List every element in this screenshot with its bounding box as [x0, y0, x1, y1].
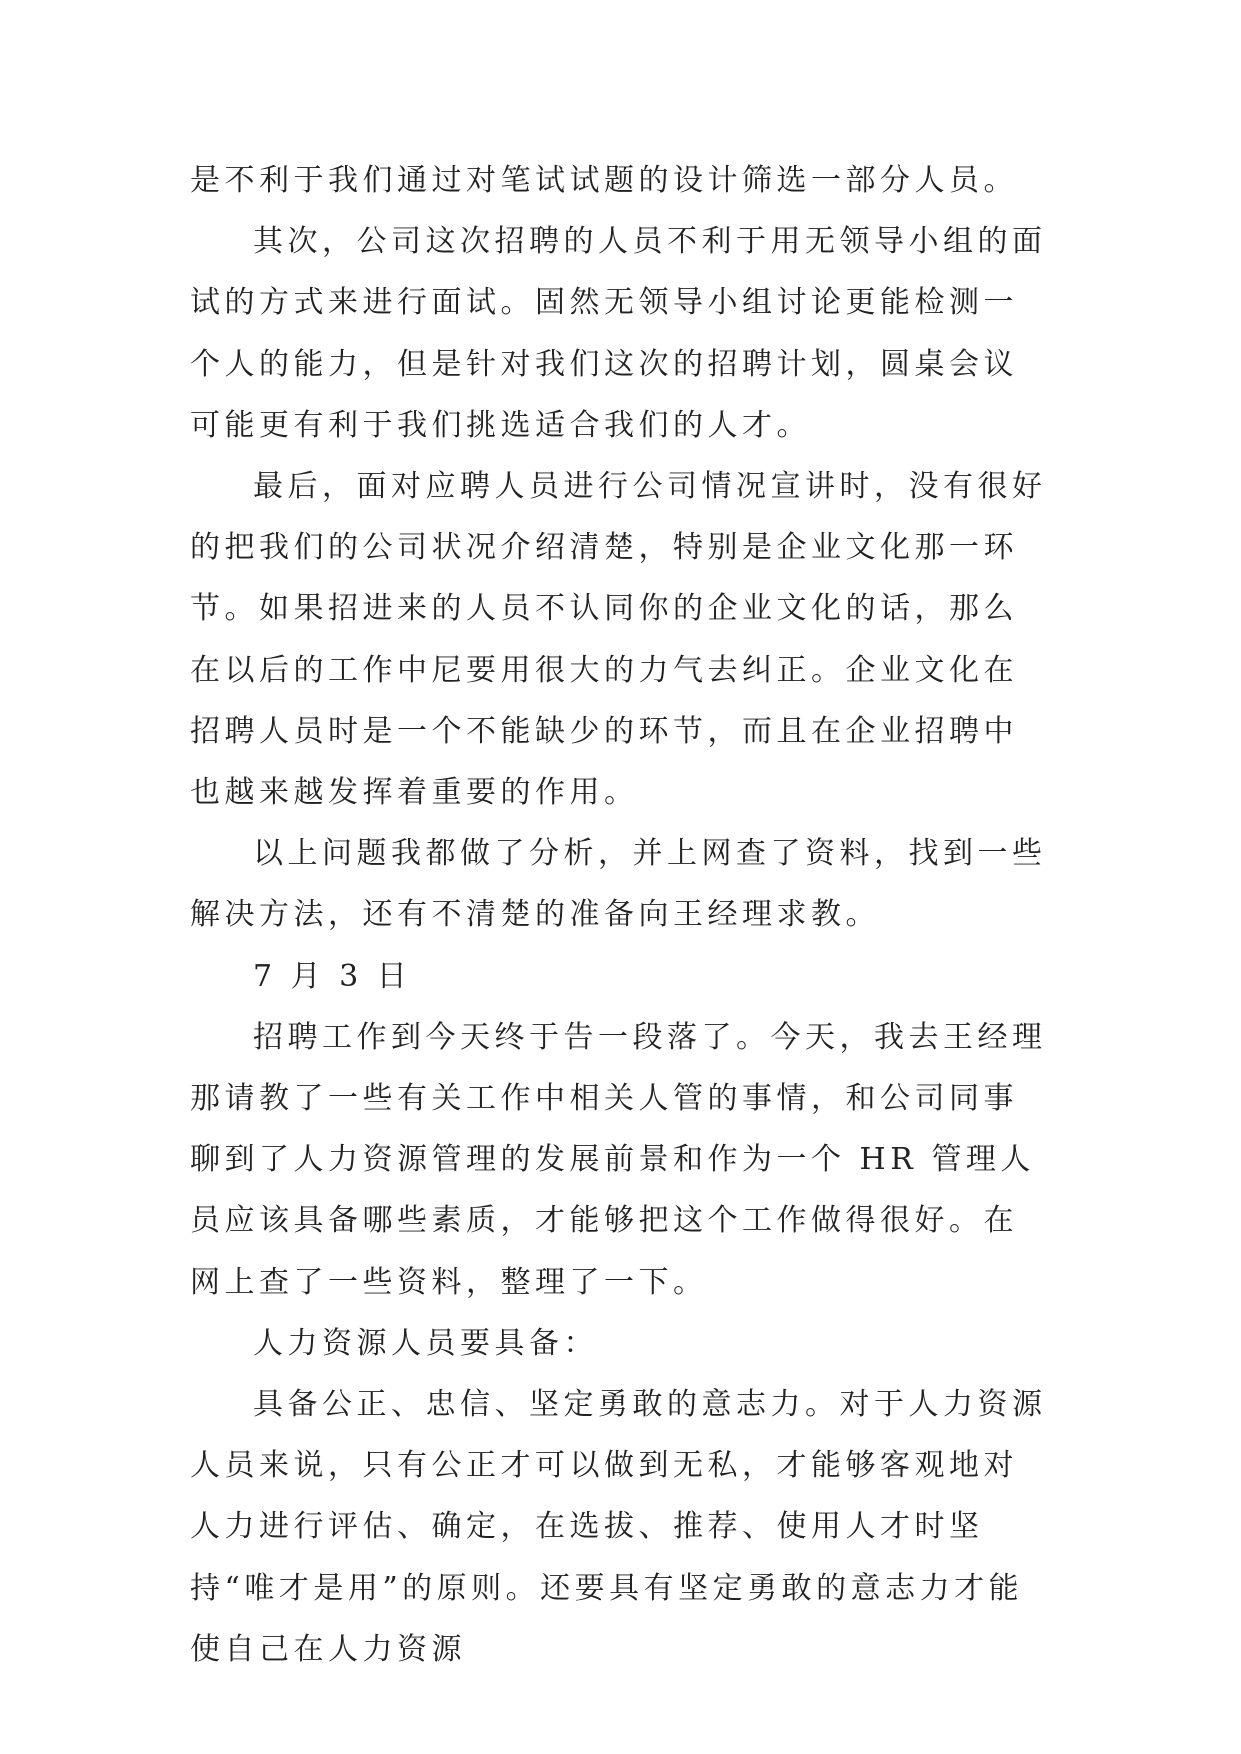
paragraph-5: 招聘工作到今天终于告一段落了。今天，我去王经理那请教了一些有关工作中相关人管的事情，和公司同事聊到了人力资源管理的发展前景和作为一个 HR 管理人员应该具备哪些素质，才能够把这个工作做得很好。在网上查了一些资料，整理了一下。 [190, 1019, 1047, 1300]
paragraph-3: 最后，面对应聘人员进行公司情况宣讲时，没有很好的把我们的公司状况介绍清楚，特别是企业文化那一环节。如果招进来的人员不认同你的企业文化的话，那么在以后的工作中尼要用很大的力气去纠正。企业文化在招聘人员时是一个不能缺少的环节，而且在企业招聘中也越来越发挥着重要的作用。 [190, 469, 1047, 811]
paragraph-1: 是不利于我们通过对笔试试题的设计筛选一部分人员。 [190, 163, 1018, 198]
document-body [190, 150, 1050, 1680]
paragraph-7: 具备公正、忠信、坚定勇敢的意志力。对于人力资源人员来说，只有公正才可以做到无私，才能够客观地对人力进行评估、确定，在选拔、推荐、使用人才时坚持“唯才是用”的原则。还要具有坚定勇敢的意志力才能使自己在人力资源 [190, 1387, 1047, 1667]
date-heading: 7 月 3 日 [253, 958, 412, 994]
paragraph-2: 其次，公司这次招聘的人员不利于用无领导小组的面试的方式来进行面试。固然无领导小组讨论更能检测一个人的能力，但是针对我们这次的招聘计划，圆桌会议可能更有利于我们挑选适合我们的人才。 [190, 224, 1047, 443]
paragraph-6: 人力资源人员要具备： [253, 1325, 598, 1361]
paragraph-4: 以上问题我都做了分析，并上网查了资料，找到一些解决方法，还有不清楚的准备向王经理求教。 [190, 836, 1047, 933]
